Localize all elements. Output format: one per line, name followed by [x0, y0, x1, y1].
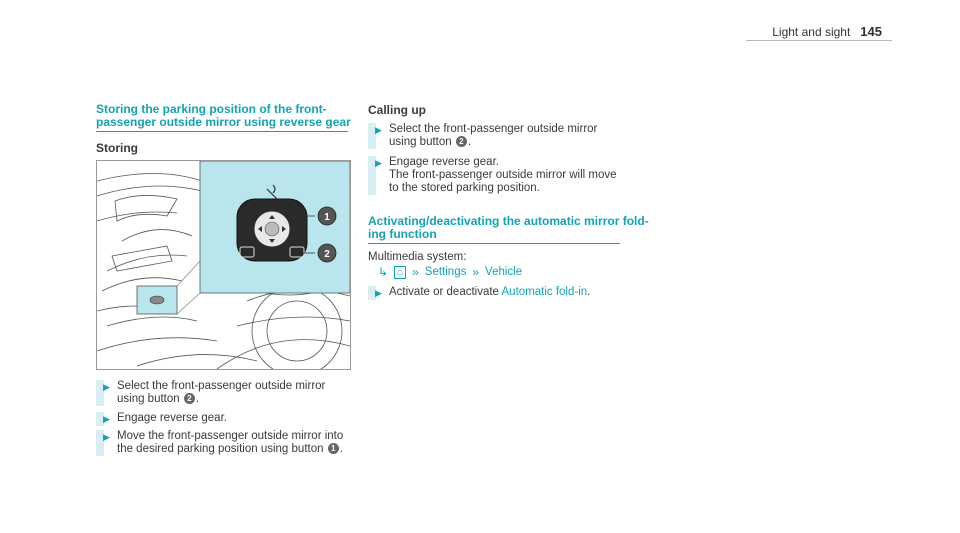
return-arrow-icon: ↳ [378, 265, 389, 279]
right-step-3: ▶ Activate or deactivate Automatic fold-in. [368, 286, 638, 300]
home-icon: ⌂ [394, 266, 406, 279]
right-step-1: ▶ Select the front-passenger outside mirror using button 2 . [368, 123, 638, 149]
header-divider [746, 40, 892, 41]
section-title: Light and sight [772, 25, 851, 39]
page-header [772, 24, 882, 39]
right-step-2: ▶ Engage reverse gear. The front-passenger outside mirror will move to the stored parking position. [368, 156, 638, 195]
page-number: 145 [860, 24, 882, 39]
calling-up-heading: Calling up [368, 103, 426, 117]
step-arrow-icon: ▶ [375, 158, 382, 168]
step-arrow-icon: ▶ [375, 288, 382, 298]
chevron-right-icon: » [412, 265, 419, 279]
button-2-badge: 2 [184, 393, 195, 404]
path-item-vehicle: Vehicle [485, 266, 523, 278]
svg-text:2: 2 [324, 249, 330, 260]
path-item-settings: Settings [424, 266, 467, 278]
step-arrow-icon: ▶ [103, 432, 110, 442]
activating-section-title: Activating/deactivating the automatic mirror fold- ing function [368, 214, 649, 241]
left-step-3: ▶ Move the front-passenger outside mirror into the desired parking position using button 1 . [96, 430, 366, 456]
left-step-2: ▶ Engage reverse gear. [96, 412, 356, 426]
step-arrow-icon: ▶ [375, 125, 382, 135]
svg-text:1: 1 [324, 212, 330, 223]
multimedia-label: Multimedia system: [368, 251, 467, 263]
step-arrow-icon: ▶ [103, 382, 110, 392]
chevron-right-icon: » [472, 265, 480, 279]
door-panel-drawing [97, 161, 350, 369]
left-title-rule [96, 131, 348, 132]
storing-heading: Storing [96, 141, 138, 155]
menu-path [378, 265, 522, 279]
right-title-rule [368, 243, 620, 244]
automatic-fold-in-link: Automatic fold-in [501, 286, 588, 298]
mirror-control-illustration [96, 160, 351, 370]
left-step-1: ▶ Select the front-passenger outside mirror using button 2 . [96, 380, 356, 406]
button-1-badge: 1 [328, 443, 339, 454]
button-2-badge: 2 [456, 136, 467, 147]
step-arrow-icon: ▶ [103, 414, 110, 424]
left-section-title: Storing the parking position of the front- passenger outside mirror using reverse gear [96, 102, 351, 129]
